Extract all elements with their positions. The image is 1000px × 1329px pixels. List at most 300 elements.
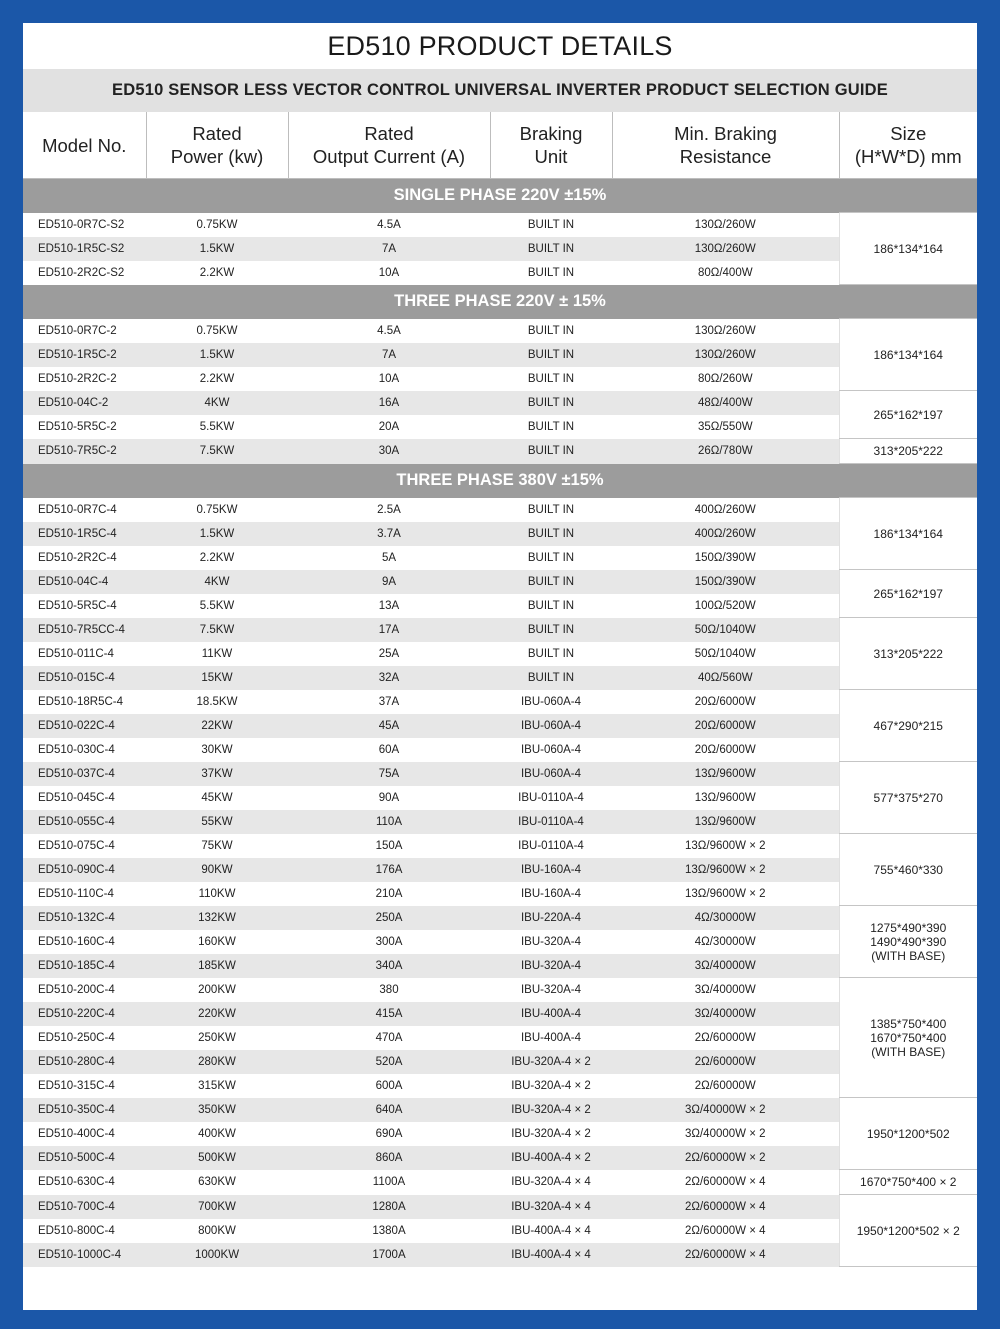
cell-braking: BUILT IN <box>490 237 612 261</box>
cell-power: 30KW <box>201 743 233 756</box>
table-row <box>23 367 977 391</box>
cell-model: ED510-1R5C-2 <box>23 343 146 367</box>
cell-braking: BUILT IN <box>490 570 612 594</box>
cell-current: 380 <box>379 983 399 996</box>
cell-current: 110A <box>288 810 490 834</box>
cell-power: 350KW <box>146 1098 288 1122</box>
cell-braking: IBU-160A-4 <box>490 858 612 882</box>
cell-model: ED510-2R2C-S2 <box>38 266 125 279</box>
cell-resistance: 2Ω/60000W × 4 <box>684 1176 766 1188</box>
cell-model: ED510-250C-4 <box>38 1031 115 1044</box>
cell-power: 1.5KW <box>146 522 288 546</box>
cell-resistance: 13Ω/9600W <box>612 762 839 786</box>
table-row <box>23 1122 977 1146</box>
cell-power: 5.5KW <box>199 420 235 433</box>
cell-model: ED510-18R5C-4 <box>38 695 124 708</box>
cell-resistance: 3Ω/40000W <box>612 1002 839 1026</box>
cell-current: 25A <box>378 647 400 660</box>
cell-braking: IBU-400A-4 × 2 <box>490 1146 612 1170</box>
cell-current: 5A <box>381 551 397 564</box>
cell-current: 300A <box>375 935 403 948</box>
cell-resistance: 13Ω/9600W × 2 <box>684 839 766 852</box>
cell-braking: IBU-320A-4 × 4 <box>511 1176 591 1188</box>
size-line: 186*134*164 <box>873 526 943 541</box>
cell-size <box>839 834 977 906</box>
table-row <box>23 522 977 546</box>
table-row <box>23 642 977 666</box>
cell-resistance: 13Ω/9600W × 2 <box>612 858 839 882</box>
cell-braking: BUILT IN <box>490 522 612 546</box>
cell-braking: BUILT IN <box>490 343 612 367</box>
table-row <box>23 415 977 439</box>
cell-power: 110KW <box>198 887 236 900</box>
cell-resistance: 3Ω/40000W × 2 <box>612 1098 839 1122</box>
cell-power: 2.2KW <box>199 266 235 279</box>
table-row <box>23 690 977 714</box>
cell-resistance: 80Ω/400W <box>697 266 753 279</box>
cell-braking: IBU-320A-4 <box>520 983 582 996</box>
table-row <box>23 882 977 906</box>
cell-current: 10A <box>378 372 400 385</box>
size-line: 755*460*330 <box>873 862 943 877</box>
size-line: 313*205*222 <box>873 646 943 661</box>
cell-current: 16A <box>288 391 490 415</box>
cell-power: 2.2KW <box>199 372 235 385</box>
cell-current: 860A <box>288 1146 490 1170</box>
cell-resistance: 400Ω/260W <box>694 503 756 516</box>
cell-braking: BUILT IN <box>490 391 612 415</box>
cell-model: ED510-5R5C-4 <box>38 599 117 612</box>
cell-resistance: 50Ω/1040W <box>612 618 839 642</box>
cell-power: 18.5KW <box>196 695 238 708</box>
cell-current: 415A <box>288 1002 490 1026</box>
size-line: 265*162*197 <box>873 586 943 601</box>
cell-power: 200KW <box>198 983 236 996</box>
table-row <box>23 1026 977 1050</box>
cell-resistance: 20Ω/6000W <box>694 743 756 756</box>
size-line: 313*205*222 <box>873 444 943 458</box>
cell-braking: BUILT IN <box>527 372 575 385</box>
table-row <box>23 213 977 237</box>
cell-resistance: 35Ω/550W <box>697 420 753 433</box>
table-row <box>23 1146 977 1170</box>
cell-power: 55KW <box>146 810 288 834</box>
size-line: (WITH BASE) <box>871 948 946 963</box>
cell-resistance: 20Ω/6000W <box>612 714 839 738</box>
cell-model: ED510-022C-4 <box>23 714 146 738</box>
cell-braking: BUILT IN <box>490 439 612 464</box>
section-title: THREE PHASE 220V ± 15% <box>23 285 977 319</box>
cell-resistance: 13Ω/9600W <box>694 791 756 804</box>
cell-model: ED510-2R2C-2 <box>38 372 117 385</box>
cell-power: 45KW <box>201 791 233 804</box>
size-line: 1490*490*390 <box>870 934 947 949</box>
cell-braking: IBU-0110A-4 <box>518 839 584 852</box>
table-row <box>23 618 977 642</box>
cell-size <box>839 978 977 1098</box>
cell-power: 630KW <box>198 1176 236 1188</box>
table-row <box>23 391 977 415</box>
table-row <box>23 762 977 786</box>
cell-resistance: 3Ω/40000W <box>612 954 839 978</box>
cell-power: 132KW <box>146 906 288 930</box>
size-line: (WITH BASE) <box>871 1044 946 1059</box>
cell-resistance: 150Ω/390W <box>612 570 839 594</box>
cell-model: ED510-075C-4 <box>38 839 115 852</box>
cell-braking: BUILT IN <box>527 324 575 337</box>
cell-braking: BUILT IN <box>527 551 575 564</box>
cell-model: ED510-090C-4 <box>23 858 146 882</box>
cell-current: 210A <box>375 887 403 900</box>
cell-power: 22KW <box>146 714 288 738</box>
cell-braking: BUILT IN <box>527 599 575 612</box>
cell-resistance: 40Ω/560W <box>612 666 839 690</box>
cell-model: ED510-400C-4 <box>38 1127 115 1140</box>
table-row <box>23 858 977 882</box>
cell-current: 640A <box>288 1098 490 1122</box>
cell-model: ED510-500C-4 <box>23 1146 146 1170</box>
header-size-line2: (H*W*D) mm <box>854 146 962 167</box>
cell-power: 4KW <box>146 570 288 594</box>
cell-model: ED510-185C-4 <box>23 954 146 978</box>
cell-braking: IBU-060A-4 <box>520 695 582 708</box>
cell-model: ED510-160C-4 <box>38 935 115 948</box>
cell-current: 45A <box>288 714 490 738</box>
cell-model: ED510-350C-4 <box>23 1098 146 1122</box>
cell-model: ED510-045C-4 <box>38 791 115 804</box>
table-row <box>23 834 977 858</box>
header-current-line2: Output Current (A) <box>312 146 466 167</box>
cell-model: ED510-5R5C-2 <box>38 420 117 433</box>
cell-current: 2.5A <box>377 503 401 516</box>
cell-braking: BUILT IN <box>527 420 575 433</box>
cell-braking: IBU-320A-4 × 2 <box>511 1079 591 1092</box>
cell-current: 470A <box>375 1031 403 1044</box>
cell-braking: BUILT IN <box>527 266 575 279</box>
cell-power: 75KW <box>201 839 233 852</box>
cell-model: ED510-800C-4 <box>38 1224 115 1237</box>
cell-braking: IBU-320A-4 × 2 <box>490 1050 612 1074</box>
table-row <box>23 666 977 690</box>
cell-model: ED510-2R2C-4 <box>38 551 117 564</box>
cell-current: 37A <box>378 695 400 708</box>
table-row <box>23 714 977 738</box>
size-line: 1950*1200*502 × 2 <box>856 1223 960 1238</box>
table-row <box>23 738 977 762</box>
size-line: 186*134*164 <box>873 347 943 362</box>
size-line: 1950*1200*502 <box>866 1126 950 1141</box>
cell-resistance: 130Ω/260W <box>694 324 756 337</box>
cell-model: ED510-0R7C-2 <box>38 324 117 337</box>
table-row <box>23 1074 977 1098</box>
cell-model: ED510-055C-4 <box>23 810 146 834</box>
header-size-line1: Size <box>890 123 927 144</box>
size-line: 1670*750*400 <box>870 1030 947 1045</box>
cell-power: 500KW <box>146 1146 288 1170</box>
size-line: 186*134*164 <box>873 241 943 256</box>
cell-power: 185KW <box>146 954 288 978</box>
header-power-line1: Rated <box>192 123 242 144</box>
size-line: 265*162*197 <box>873 407 943 422</box>
cell-model: ED510-630C-4 <box>38 1176 115 1188</box>
cell-power: 1.5KW <box>146 343 288 367</box>
cell-braking: IBU-220A-4 <box>490 906 612 930</box>
section-header-row <box>23 285 977 319</box>
cell-braking: IBU-400A-4 <box>490 1002 612 1026</box>
size-line: 577*375*270 <box>873 790 943 805</box>
cell-size <box>839 618 977 690</box>
cell-resistance: 3Ω/40000W × 2 <box>684 1127 766 1140</box>
cell-model: ED510-030C-4 <box>38 743 115 756</box>
table-row <box>23 594 977 618</box>
cell-model: ED510-132C-4 <box>23 906 146 930</box>
cell-resistance: 130Ω/260W <box>612 343 839 367</box>
cell-power: 90KW <box>146 858 288 882</box>
cell-size <box>839 762 977 834</box>
cell-model: ED510-1000C-4 <box>23 1243 146 1267</box>
cell-power: 400KW <box>198 1127 236 1140</box>
cell-current: 4.5A <box>377 218 401 231</box>
table-row <box>23 930 977 954</box>
cell-model: ED510-0R7C-4 <box>38 503 117 516</box>
cell-power: 700KW <box>146 1195 288 1219</box>
size-line: 1275*490*390 <box>870 920 947 935</box>
cell-current: 1100A <box>372 1176 406 1188</box>
section-header-row <box>23 179 977 213</box>
cell-current: 30A <box>288 439 490 464</box>
header-resistance-line1: Min. Braking <box>674 123 777 144</box>
cell-power: 160KW <box>198 935 236 948</box>
cell-current: 1700A <box>288 1243 490 1267</box>
table-row <box>23 786 977 810</box>
cell-power: 280KW <box>146 1050 288 1074</box>
cell-model: ED510-015C-4 <box>23 666 146 690</box>
cell-resistance: 50Ω/1040W <box>694 647 756 660</box>
cell-braking: IBU-400A-4 × 4 <box>511 1224 591 1237</box>
cell-power: 0.75KW <box>196 324 238 337</box>
cell-size <box>839 570 977 618</box>
cell-size <box>839 439 977 464</box>
cell-power: 4KW <box>146 391 288 415</box>
cell-current: 20A <box>378 420 400 433</box>
cell-braking: IBU-400A-4 <box>520 1031 582 1044</box>
size-line: 467*290*215 <box>873 718 943 733</box>
cell-model: ED510-1R5C-4 <box>23 522 146 546</box>
table-row <box>23 570 977 594</box>
header-braking-unit-line1: Braking <box>519 123 583 144</box>
cell-resistance: 20Ω/6000W <box>694 695 756 708</box>
cell-braking: IBU-060A-4 <box>490 762 612 786</box>
table-row <box>23 343 977 367</box>
table-row <box>23 1002 977 1026</box>
cell-braking: BUILT IN <box>527 647 575 660</box>
cell-model: ED510-04C-4 <box>23 570 146 594</box>
cell-model: ED510-220C-4 <box>23 1002 146 1026</box>
cell-braking: BUILT IN <box>527 218 575 231</box>
table-row <box>23 1098 977 1122</box>
cell-current: 7A <box>288 237 490 261</box>
table-row <box>23 1195 977 1219</box>
header-resistance <box>612 112 839 179</box>
cell-resistance: 400Ω/260W <box>612 522 839 546</box>
cell-size <box>839 498 977 570</box>
cell-resistance: 3Ω/40000W <box>694 983 756 996</box>
header-model-line1: Model No. <box>42 134 127 156</box>
table-row <box>23 439 977 464</box>
table-row <box>23 906 977 930</box>
cell-model: ED510-04C-2 <box>23 391 146 415</box>
header-size <box>839 112 977 179</box>
cell-current: 32A <box>288 666 490 690</box>
cell-model: ED510-110C-4 <box>38 887 114 900</box>
cell-power: 1.5KW <box>146 237 288 261</box>
cell-size <box>839 319 977 391</box>
cell-resistance: 2Ω/60000W <box>694 1031 756 1044</box>
header-braking-unit <box>490 112 612 179</box>
cell-current: 9A <box>288 570 490 594</box>
header-power <box>146 112 288 179</box>
table-row <box>23 1243 977 1267</box>
cell-power: 1000KW <box>146 1243 288 1267</box>
cell-power: 0.75KW <box>196 503 238 516</box>
table-row <box>23 498 977 522</box>
table-row <box>23 261 977 285</box>
cell-model: ED510-700C-4 <box>23 1195 146 1219</box>
cell-resistance: 13Ω/9600W <box>612 810 839 834</box>
cell-braking: IBU-320A-4 × 2 <box>490 1098 612 1122</box>
cell-current: 150A <box>375 839 403 852</box>
cell-current: 250A <box>288 906 490 930</box>
header-braking-unit-line2: Unit <box>534 146 568 167</box>
cell-resistance: 13Ω/9600W × 2 <box>684 887 766 900</box>
cell-braking: IBU-060A-4 <box>520 743 582 756</box>
cell-resistance: 4Ω/30000W <box>694 935 756 948</box>
cell-power: 220KW <box>146 1002 288 1026</box>
cell-braking: IBU-0110A-4 <box>490 810 612 834</box>
header-resistance-line2: Resistance <box>679 146 772 167</box>
cell-power: 800KW <box>198 1224 236 1237</box>
cell-current: 600A <box>375 1079 403 1092</box>
cell-resistance: 4Ω/30000W <box>612 906 839 930</box>
table-row <box>23 810 977 834</box>
cell-braking: IBU-060A-4 <box>490 714 612 738</box>
cell-model: ED510-7R5CC-4 <box>23 618 146 642</box>
cell-model: ED510-315C-4 <box>38 1079 115 1092</box>
table-row <box>23 319 977 343</box>
cell-braking: IBU-320A-4 × 2 <box>511 1127 591 1140</box>
page-subtitle: ED510 SENSOR LESS VECTOR CONTROL UNIVERSAL INVERTER PRODUCT SELECTION GUIDE <box>23 69 977 112</box>
cell-braking: IBU-400A-4 × 4 <box>490 1243 612 1267</box>
cell-size <box>839 690 977 762</box>
cell-model: ED510-7R5C-2 <box>23 439 146 464</box>
table-header-row <box>23 112 977 179</box>
header-current <box>288 112 490 179</box>
size-line: 1385*750*400 <box>870 1016 947 1031</box>
cell-resistance: 2Ω/60000W × 4 <box>612 1243 839 1267</box>
section-title: SINGLE PHASE 220V ±15% <box>23 179 977 213</box>
cell-power: 37KW <box>146 762 288 786</box>
cell-current: 4.5A <box>377 324 401 337</box>
cell-resistance: 130Ω/260W <box>694 218 756 231</box>
size-line: 1670*750*400 × 2 <box>860 1175 957 1189</box>
cell-resistance: 2Ω/60000W <box>694 1079 756 1092</box>
cell-braking: IBU-320A-4 <box>520 935 582 948</box>
cell-resistance: 150Ω/390W <box>694 551 756 564</box>
product-details-card <box>23 23 977 1310</box>
table-row <box>23 1219 977 1243</box>
cell-power: 7.5KW <box>146 439 288 464</box>
table-row <box>23 1050 977 1074</box>
cell-model: ED510-1R5C-S2 <box>23 237 146 261</box>
product-table <box>23 112 977 1267</box>
cell-resistance: 2Ω/60000W <box>612 1050 839 1074</box>
table-row <box>23 237 977 261</box>
cell-size <box>839 391 977 439</box>
cell-model: ED510-011C-4 <box>38 647 114 660</box>
cell-braking: BUILT IN <box>527 503 575 516</box>
table-body <box>23 179 977 1267</box>
cell-model: ED510-0R7C-S2 <box>38 218 125 231</box>
cell-size <box>839 1098 977 1170</box>
header-model <box>23 112 146 179</box>
cell-model: ED510-200C-4 <box>38 983 115 996</box>
cell-braking: IBU-320A-4 × 4 <box>490 1195 612 1219</box>
section-header-row <box>23 464 977 498</box>
page-title: ED510 PRODUCT DETAILS <box>327 31 673 61</box>
cell-current: 340A <box>288 954 490 978</box>
cell-power: 15KW <box>146 666 288 690</box>
cell-power: 315KW <box>198 1079 236 1092</box>
cell-resistance: 26Ω/780W <box>612 439 839 464</box>
cell-current: 690A <box>375 1127 403 1140</box>
cell-resistance: 48Ω/400W <box>612 391 839 415</box>
cell-current: 60A <box>378 743 400 756</box>
cell-power: 11KW <box>201 647 233 660</box>
cell-current: 75A <box>288 762 490 786</box>
cell-braking: IBU-320A-4 <box>490 954 612 978</box>
cell-resistance: 80Ω/260W <box>697 372 753 385</box>
cell-resistance: 2Ω/60000W × 4 <box>684 1224 766 1237</box>
cell-power: 5.5KW <box>199 599 235 612</box>
cell-size <box>839 1195 977 1267</box>
cell-model: ED510-280C-4 <box>23 1050 146 1074</box>
section-title: THREE PHASE 380V ±15% <box>23 464 977 498</box>
cell-current: 13A <box>378 599 400 612</box>
cell-braking: BUILT IN <box>490 666 612 690</box>
cell-size <box>839 213 977 285</box>
cell-resistance: 100Ω/520W <box>694 599 756 612</box>
cell-size <box>839 906 977 978</box>
cell-resistance: 2Ω/60000W × 4 <box>612 1195 839 1219</box>
cell-model: ED510-037C-4 <box>23 762 146 786</box>
header-power-line2: Power (kw) <box>170 146 264 167</box>
table-row <box>23 978 977 1002</box>
cell-current: 520A <box>288 1050 490 1074</box>
cell-current: 3.7A <box>288 522 490 546</box>
cell-resistance: 2Ω/60000W × 2 <box>612 1146 839 1170</box>
cell-power: 2.2KW <box>199 551 235 564</box>
cell-current: 17A <box>288 618 490 642</box>
cell-braking: IBU-0110A-4 <box>518 791 584 804</box>
cell-current: 1380A <box>372 1224 406 1237</box>
header-current-line1: Rated <box>364 123 414 144</box>
cell-current: 176A <box>288 858 490 882</box>
cell-current: 90A <box>378 791 400 804</box>
cell-power: 0.75KW <box>196 218 238 231</box>
cell-current: 1280A <box>288 1195 490 1219</box>
cell-braking: IBU-160A-4 <box>520 887 582 900</box>
cell-resistance: 130Ω/260W <box>612 237 839 261</box>
